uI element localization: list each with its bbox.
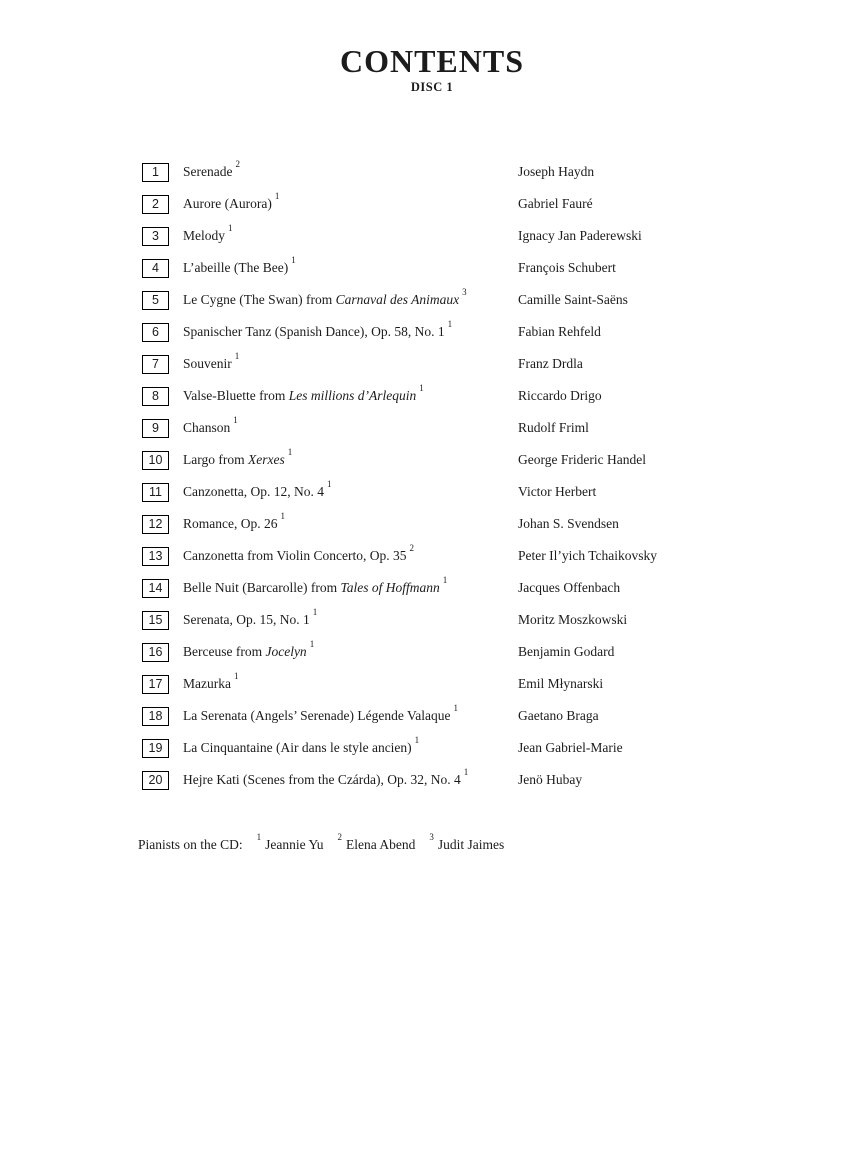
track-list xyxy=(142,156,742,796)
track-title: La Cinquantaine (Air dans le style ancien)$^1$ xyxy=(183,734,420,755)
track-number-box: 4 xyxy=(142,259,169,278)
track-row xyxy=(142,476,742,508)
track-row xyxy=(142,380,742,412)
footnote-number: 1 xyxy=(414,734,420,745)
track-title: L’abeille (The Bee)$^1$ xyxy=(183,254,296,275)
track-composer: Johan S. Svendsen xyxy=(518,516,619,531)
footnote-number: 1 xyxy=(312,606,318,617)
pianist-credit xyxy=(337,831,416,852)
track-title: Berceuse from Jocelyn$^1$ xyxy=(183,638,315,659)
track-row xyxy=(142,188,742,220)
footnote-number: 1 xyxy=(326,478,332,489)
track-composer: Jenö Hubay xyxy=(518,772,583,787)
track-title: Mazurka$^1$ xyxy=(183,670,239,691)
track-number-box: 5 xyxy=(142,291,169,310)
track-number-box: 8 xyxy=(142,387,169,406)
footnote-number: 2 xyxy=(235,158,240,169)
track-row xyxy=(142,764,742,796)
track-composer: George Frideric Handel xyxy=(518,452,646,467)
track-composer: Victor Herbert xyxy=(518,484,597,499)
footnote-number: 1 xyxy=(447,318,453,329)
track-composer: Peter Il’yich Tchaikovsky xyxy=(518,548,658,563)
disc-label: DISC 1 xyxy=(410,80,454,95)
footnote-number: 1 xyxy=(280,510,285,521)
footnote-number: 1 xyxy=(442,574,448,585)
pianist-credit xyxy=(256,831,324,852)
track-number-box: 9 xyxy=(142,419,169,438)
track-row xyxy=(142,572,742,604)
track-composer: Benjamin Godard xyxy=(518,644,615,659)
track-title: Canzonetta from Violin Concerto, Op. 35$^2$ xyxy=(183,542,415,563)
track-composer: Emil Młynarski xyxy=(518,676,604,691)
track-title: Serenata, Op. 15, No. 1$^1$ xyxy=(183,606,318,627)
track-composer: Franz Drdla xyxy=(518,356,583,371)
track-number-box: 16 xyxy=(142,643,169,662)
footnote-number: 1 xyxy=(256,831,262,842)
track-row xyxy=(142,156,742,188)
track-number-box: 3 xyxy=(142,227,169,246)
footnote-number: 3 xyxy=(462,286,467,297)
track-composer: Joseph Haydn xyxy=(518,164,595,179)
track-row xyxy=(142,348,742,380)
track-number-box: 6 xyxy=(142,323,169,342)
track-row xyxy=(142,412,742,444)
track-row xyxy=(142,252,742,284)
footnote-number: 1 xyxy=(453,702,458,713)
pianist-name: Elena Abend xyxy=(346,837,416,852)
pianists-footer xyxy=(138,831,505,853)
track-row xyxy=(142,508,742,540)
footnote-number: 1 xyxy=(419,382,424,393)
track-number-box: 2 xyxy=(142,195,169,214)
track-number-box: 12 xyxy=(142,515,169,534)
track-row xyxy=(142,732,742,764)
track-number-box: 14 xyxy=(142,579,169,598)
track-number-box: 15 xyxy=(142,611,169,630)
pianists-label: Pianists on the CD: xyxy=(138,837,243,852)
track-title: Souvenir$^1$ xyxy=(183,350,240,371)
track-composer: Camille Saint-Saëns xyxy=(518,292,628,307)
track-number-box: 20 xyxy=(142,771,169,790)
pianist-name: Judit Jaimes xyxy=(437,837,505,852)
track-row xyxy=(142,636,742,668)
footnote-number: 1 xyxy=(233,670,239,681)
footnote-number: 1 xyxy=(228,222,233,233)
track-row xyxy=(142,668,742,700)
track-row xyxy=(142,220,742,252)
footnote-number: 1 xyxy=(287,446,293,457)
track-row xyxy=(142,444,742,476)
track-number-box: 11 xyxy=(142,483,169,502)
track-title: Romance, Op. 26$^1$ xyxy=(183,510,285,531)
track-composer: François Schubert xyxy=(518,260,616,275)
footnote-number: 1 xyxy=(309,638,315,649)
footnote-number: 2 xyxy=(409,542,415,553)
track-number-box: 17 xyxy=(142,675,169,694)
track-title: Le Cygne (The Swan) from Carnaval des Animaux$^3$ xyxy=(183,286,467,307)
footnote-number: 1 xyxy=(291,254,296,265)
track-composer: Rudolf Friml xyxy=(518,420,589,435)
footnote-number: 1 xyxy=(233,414,238,425)
track-composer: Fabian Rehfeld xyxy=(518,324,601,339)
page-header xyxy=(0,44,864,95)
track-row xyxy=(142,284,742,316)
track-title: Valse-Bluette from Les millions d’Arlequin$^1$ xyxy=(183,382,424,403)
track-number-box: 1 xyxy=(142,163,169,182)
footnote-number: 1 xyxy=(463,766,469,777)
track-title: Hejre Kati (Scenes from the Czárda), Op. 32, No. 4$^1$ xyxy=(183,766,469,787)
track-composer: Moritz Moszkowski xyxy=(518,612,628,627)
track-title: Belle Nuit (Barcarolle) from Tales of Hoffmann$^1$ xyxy=(183,574,448,595)
track-row xyxy=(142,540,742,572)
track-title: Serenade$^2$ xyxy=(183,158,240,179)
footnote-number: 1 xyxy=(234,350,240,361)
track-number-box: 10 xyxy=(142,451,169,470)
track-row xyxy=(142,604,742,636)
track-composer: Jacques Offenbach xyxy=(518,580,621,595)
pianist-name: Jeannie Yu xyxy=(265,837,324,852)
track-number-box: 19 xyxy=(142,739,169,758)
track-row xyxy=(142,700,742,732)
track-composer: Riccardo Drigo xyxy=(518,388,602,403)
track-title: Aurore (Aurora)$^1$ xyxy=(183,190,280,211)
track-title: Chanson$^1$ xyxy=(183,414,238,435)
track-title: Spanischer Tanz (Spanish Dance), Op. 58, No. 1$^1$ xyxy=(183,318,453,339)
track-composer: Gaetano Braga xyxy=(518,708,599,723)
footnote-number: 1 xyxy=(274,190,280,201)
track-title: Melody$^1$ xyxy=(183,222,233,243)
track-composer: Jean Gabriel-Marie xyxy=(518,740,623,755)
footnote-number: 3 xyxy=(429,831,434,842)
track-number-box: 13 xyxy=(142,547,169,566)
track-number-box: 7 xyxy=(142,355,169,374)
track-title: Canzonetta, Op. 12, No. 4$^1$ xyxy=(183,478,332,499)
pianist-credit xyxy=(429,831,505,852)
track-composer: Ignacy Jan Paderewski xyxy=(518,228,642,243)
page-title: CONTENTS xyxy=(339,43,525,79)
track-row xyxy=(142,316,742,348)
track-number-box: 18 xyxy=(142,707,169,726)
track-title: Largo from Xerxes$^1$ xyxy=(183,446,293,467)
footnote-number: 2 xyxy=(337,831,342,842)
track-composer: Gabriel Fauré xyxy=(518,196,593,211)
track-title: La Serenata (Angels’ Serenade) Légende Valaque$^1$ xyxy=(183,702,458,723)
